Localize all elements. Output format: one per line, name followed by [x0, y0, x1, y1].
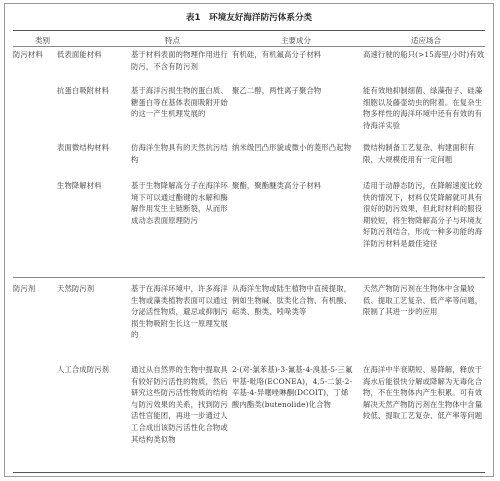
subtype-cell: 生物降解材料	[57, 181, 102, 190]
scene-cell: 天然产物防污剂在生物体中含量较低、提取工艺复杂、低产率等问题，限制了其进一步的应用	[363, 284, 483, 317]
table-title: 表1 环境友好海洋防污体系分类	[185, 13, 313, 23]
subtype-cell: 人工合成防污剂	[57, 365, 110, 374]
component-cell: 2-(对-氯苯基)-3-氰基-4-溴基-5-三氟甲基-吡咯(ECONEA)，4,5-二氯-2-辛基-4-异噻唑啉酮(DCOIT)，丁烯酸内酯类(butenolide)化合物	[232, 365, 353, 409]
feature-cell: 仿海洋生物具有的天然抗污结构	[131, 143, 228, 164]
feature-cell: 基于材料表面的物理作用进行防污，不含有防污剂	[131, 50, 228, 71]
scene-cell: 高速行驶的船只(>15海里/小时)有效	[363, 50, 485, 59]
table-frame	[4, 3, 494, 477]
scene-cell: 微结构制备工艺复杂、构建面积有限，大规模使用有一定问题	[363, 143, 475, 164]
component-cell: 有机硅，有机氟高分子材料	[232, 50, 322, 59]
scene-cell: 在海洋中半衰期短、易降解，释放于海水后能很快分解或降解为无毒化合物，不在生物体内产生积累。可有效解决天然产物防污剂在生物体中含量较低、提取工艺复杂、低产率等问题	[363, 365, 483, 421]
header-scene: 适应场合	[411, 36, 441, 45]
component-cell: 纳米级凹凸形貌或微小的菱形凸起物	[232, 143, 352, 152]
subtype-cell: 表面微结构材料	[57, 143, 110, 152]
scene-cell: 适用于动静态防污，在降解速度比较快的情况下，材料仅凭降解就可具有很好的防污效果，但此时材料的服役期较短，将生物降解高分子与环境友好防污剂结合，形成一种多功能的海洋防污材料是最佳途径	[363, 181, 483, 248]
bottom-rule	[13, 472, 485, 473]
scene-cell: 能有效地抑制细菌、绿藻孢子、硅藻细胞以及藤壶幼虫的附着。在复杂生物多样性的海洋环境中还有有效的有待海洋实验	[363, 86, 483, 130]
feature-cell: 基于生物降解高分子在海洋环境下可以通过酯键的水解和酶解作用发生主链断裂，从而形成动态表面原理防污	[131, 181, 228, 225]
group-divider	[13, 277, 485, 278]
component-cell: 聚酯，聚酯醚类高分子材料	[232, 181, 322, 190]
feature-cell: 基于海洋污损生物的蛋白质、糖蛋白等在基体表面吸附开始的这一产生机理发展的	[131, 86, 228, 119]
feature-cell: 基于在海洋环境中，许多海洋生物或藻类植物表面可以通过分泌活性物质，避忌或抑制污损生物吸附生长这一原理发展的	[131, 284, 228, 340]
subtype-cell: 抗蛋白吸附材料	[57, 86, 110, 95]
header-component: 主要成分	[281, 36, 311, 45]
feature-cell: 通过从自然界的生物中提取具有较好防污活性的物质，然后研究这些防污活性物质的结构与防污效果的关系，找到防污活性官能团，再进一步通过人工合成出该防污活性化合物或其结构类似物	[131, 365, 228, 444]
header-category: 类别	[35, 36, 50, 45]
header-feature: 特点	[165, 36, 180, 45]
group-name-agents: 防污剂	[13, 284, 36, 293]
subtype-cell: 低表面能材料	[57, 50, 102, 59]
subtype-cell: 天然防污剂	[57, 284, 95, 293]
component-cell: 聚乙二醇，两性离子聚合物	[232, 86, 322, 95]
component-cell: 从海洋生物或陆生植物中直接提取，例如生物碱、肽类化合物、有机酸、萜类、酚类、吲哚类等	[232, 284, 352, 317]
header-rule	[13, 46, 485, 47]
group-name-materials: 防污材料	[13, 50, 43, 59]
top-rule	[13, 30, 485, 31]
